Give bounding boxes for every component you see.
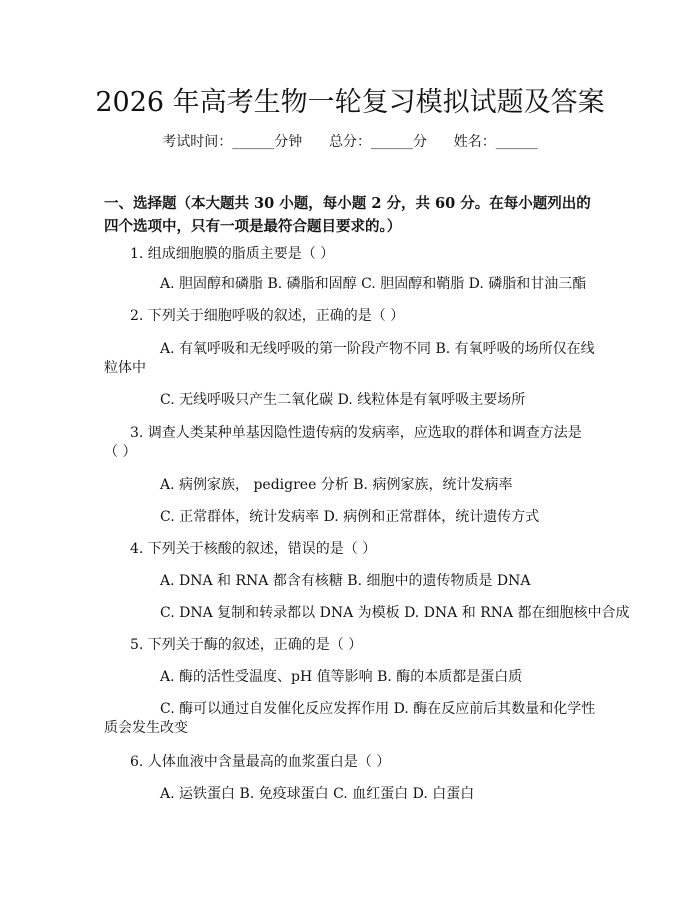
- exam-info-line: 考试时间：______分钟 总分：______分 姓名：______: [162, 134, 538, 150]
- question-5-options-cont: 质会发生改变: [104, 720, 188, 736]
- question-2-options: A. 有氧呼吸和无线呼吸的第一阶段产物不同 B. 有氧呼吸的场所仅在线: [160, 341, 595, 357]
- question-3-options: A. 病例家族， pedigree 分析 B. 病例家族，统计发病率: [160, 477, 513, 493]
- question-2-options-2: C. 无线呼吸只产生二氧化碳 D. 线粒体是有氧呼吸主要场所: [160, 392, 526, 408]
- question-2-options-cont: 粒体中: [104, 360, 146, 376]
- question-4-options-2: C. DNA 复制和转录都以 DNA 为模板 D. DNA 和 RNA 都在细胞核中合成: [160, 605, 630, 621]
- question-5: 5. 下列关于酶的叙述，正确的是（ ）: [130, 637, 363, 653]
- question-4: 4. 下列关于核酸的叙述，错误的是（ ）: [130, 541, 377, 557]
- question-2: 2. 下列关于细胞呼吸的叙述，正确的是（ ）: [130, 308, 405, 324]
- section-heading: 一、选择题（本大题共 30 小题，每小题 2 分，共 60 分。在每小题列出的四个选项中，只有一项是最符合题目要求的。）: [104, 195, 591, 235]
- question-4-options: A. DNA 和 RNA 都含有核糖 B. 细胞中的遗传物质是 DNA: [160, 573, 531, 589]
- question-3-options-2: C. 正常群体，统计发病率 D. 病例和正常群体，统计遗传方式: [160, 509, 540, 525]
- question-6-options: A. 运铁蛋白 B. 免疫球蛋白 C. 血红蛋白 D. 白蛋白: [160, 786, 475, 802]
- question-3-cont: （ ）: [104, 444, 137, 460]
- question-5-options: A. 酶的活性受温度、pH 值等影响 B. 酶的本质都是蛋白质: [160, 669, 523, 685]
- question-6: 6. 人体血液中含量最高的血浆蛋白是（ ）: [130, 754, 391, 770]
- question-5-options-2: C. 酶可以通过自发催化反应发挥作用 D. 酶在反应前后其数量和化学性: [160, 701, 596, 717]
- question-1-options: A. 胆固醇和磷脂 B. 磷脂和固醇 C. 胆固醇和鞘脂 D. 磷脂和甘油三酯: [160, 276, 587, 292]
- question-1: 1. 组成细胞膜的脂质主要是（ ）: [130, 246, 335, 262]
- page-title: 2026 年高考生物一轮复习模拟试题及答案: [95, 87, 605, 118]
- question-3: 3. 调查人类某种单基因隐性遗传病的发病率，应选取的群体和调查方法是: [130, 425, 582, 441]
